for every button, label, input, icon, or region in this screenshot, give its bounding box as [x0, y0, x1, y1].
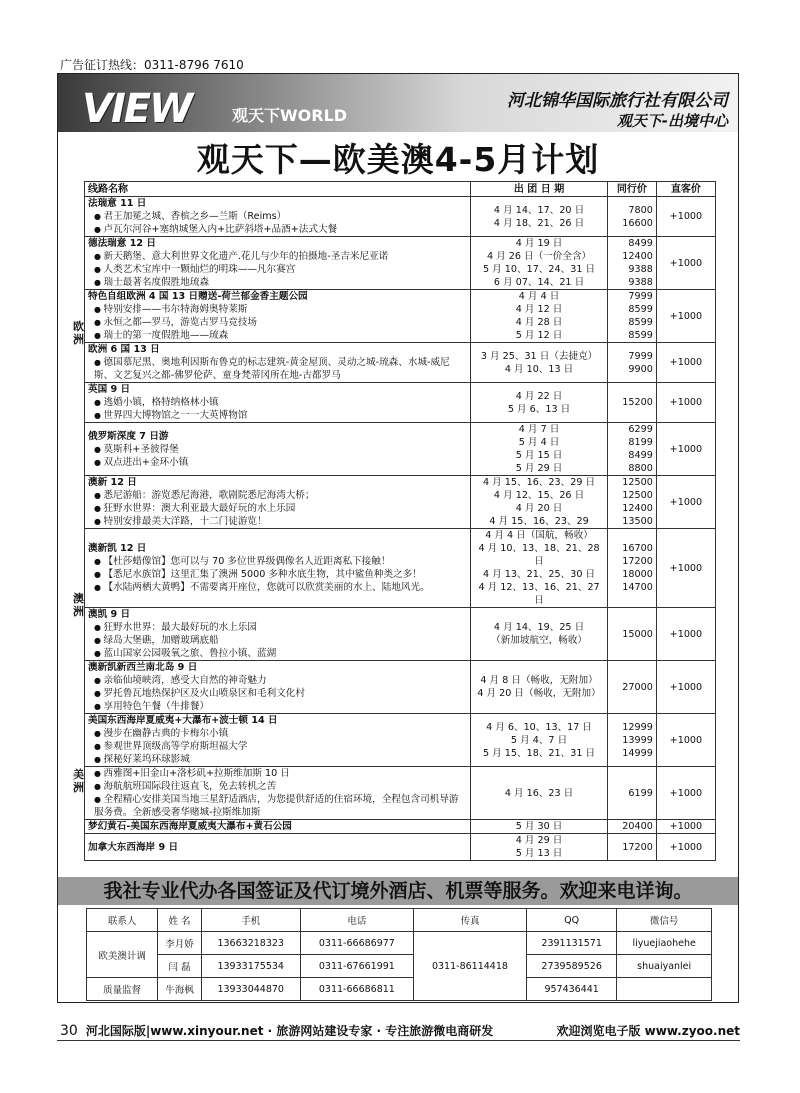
trade-price: 7999: [628, 291, 653, 302]
page-title: 观天下—欧美澳4-5月计划: [196, 140, 600, 179]
departure-date: 4 月 4 日（国航，畅收）: [485, 530, 593, 541]
trade-price: 12400: [622, 251, 653, 262]
contact-name: 李月娇: [158, 932, 201, 955]
route-row: [85, 343, 716, 383]
departure-date: 4 月 28 日: [515, 317, 563, 328]
route-highlight: ● 绿岛大堡礁，加赠玻璃底船: [88, 634, 467, 647]
route-highlight: ● 亲临仙境峡湾，感受大自然的神奇魅力: [88, 674, 467, 687]
route-highlight: ● 【悉尼水族馆】这里汇集了澳洲 5000 多种水底生物，其中鲨鱼种类之多！: [88, 568, 467, 581]
contact-wechat: shuaiyanlei: [617, 955, 712, 978]
dates-cell: [471, 767, 608, 820]
route-row: [85, 608, 716, 661]
contact-mobile: 13933044870: [201, 978, 300, 1001]
route-row: [85, 237, 716, 290]
company-name: 河北锦华国际旅行社有限公司: [507, 91, 728, 111]
route-row: [85, 820, 716, 834]
retail-surcharge: +1000: [656, 237, 715, 290]
retail-surcharge: +1000: [656, 476, 715, 529]
route-row: [85, 714, 716, 767]
route-highlight: ● 漫步在幽静古典的卡梅尔小镇: [88, 727, 467, 740]
contact-header: 姓 名: [158, 909, 201, 932]
route-row: [85, 423, 716, 476]
trade-price: 16700: [622, 543, 653, 554]
trade-price: 12500: [622, 490, 653, 501]
departure-date: 5 月 10、17、24、31 日: [483, 264, 596, 275]
departure-date: 5 月 4、7 日: [510, 734, 568, 746]
dates-cell: [471, 714, 608, 767]
contact-header: 联系人: [87, 909, 158, 932]
route-highlight: ● 全程精心安排美国当地三星舒适酒店，为您提供舒适的住宿环境，全程包含司机导游服务费。全新感受奢华赌城-拉斯维加斯: [88, 793, 467, 819]
route-cell: [85, 290, 471, 343]
trade-price: 15200: [622, 397, 653, 408]
departure-date: 4 月 12、15、26 日: [493, 490, 585, 501]
price-cell: [608, 529, 657, 608]
route-highlight: ● 莫斯科+圣彼得堡: [88, 443, 467, 456]
departure-date: 4 月 20 日: [515, 503, 563, 514]
departure-date: 5 月 29 日: [515, 463, 563, 474]
contact-header: 微信号: [617, 909, 712, 932]
price-cell: [608, 767, 657, 820]
departure-date: 4 月 7 日: [518, 424, 560, 435]
contact-qq: 2391131571: [527, 932, 617, 955]
route-row: [85, 767, 716, 820]
departure-date: 5 月 12 日: [515, 330, 563, 341]
trade-price: 15000: [622, 628, 653, 640]
contact-header: QQ: [527, 909, 617, 932]
footer-rule: [57, 1040, 740, 1041]
price-cell: [608, 237, 657, 290]
trade-price: 6199: [628, 787, 653, 799]
route-highlight: ● 探秘好莱坞环球影城: [88, 753, 467, 766]
route-highlight: ● 罗托鲁瓦地热保护区及火山喷泉区和毛利文化村: [88, 687, 467, 700]
footer-right: 欢迎浏览电子版 www.zyoo.net: [556, 1024, 740, 1038]
retail-surcharge: +1000: [656, 197, 715, 237]
route-title: 俄罗斯深度 7 日游: [88, 430, 169, 442]
contact-name: 牛海枫: [158, 978, 201, 1001]
price-cell: [608, 608, 657, 661]
contact-group: 质量监督: [87, 978, 158, 1001]
departure-date: 4 月 10、13 日: [504, 363, 574, 375]
contact-fax: 0311-86114418: [413, 932, 526, 1001]
contact-qq: 2739589526: [527, 955, 617, 978]
region-label-europe: 欧洲: [73, 320, 84, 346]
route-cell: [85, 423, 471, 476]
price-cell: [608, 290, 657, 343]
route-highlight: ● 海航航班国际段往返直飞，免去转机之苦: [88, 780, 467, 793]
route-cell: [85, 714, 471, 767]
retail-surcharge: +1000: [656, 767, 715, 820]
region-label-aus: 澳洲: [73, 592, 84, 618]
route-highlight: ● 卢瓦尔河谷+塞纳城堡入内+比萨斜塔+品酒+法式大餐: [88, 223, 467, 236]
departure-date: 4 月 13、21、25、30 日: [483, 569, 596, 580]
trade-price: 8499: [628, 238, 653, 249]
route-highlight: ● 享用特色午餐（牛排餐）: [88, 700, 467, 713]
retail-surcharge: +1000: [656, 529, 715, 608]
trade-price: 12999: [622, 721, 653, 733]
trade-price: 9388: [628, 277, 653, 288]
retail-surcharge: +1000: [656, 608, 715, 661]
route-title: 美国东西海岸夏威夷+大瀑布+波士顿 14 日: [88, 715, 278, 726]
trade-price: 7800: [628, 204, 653, 216]
route-cell: [85, 767, 471, 820]
departure-date: 5 月 13 日: [515, 848, 563, 859]
route-title: 加拿大东西海岸 9 日: [88, 841, 179, 853]
page-number: 30: [60, 1023, 78, 1039]
route-title: 特色自组欧洲 4 国 13 日赠送-荷兰郁金香主题公园: [88, 291, 308, 302]
trade-price: 8599: [628, 330, 653, 341]
col-extra: 直客价: [656, 182, 715, 197]
route-highlight: ● 新天鹅堡、意大利世界文化遗产.花儿与少年的拍摄地-圣吉米尼亚诺: [88, 250, 467, 263]
contact-wechat: liyuejiaohehe: [617, 932, 712, 955]
route-cell: [85, 820, 471, 834]
route-cell: [85, 197, 471, 237]
route-highlight: ● 双点进出+金环小镇: [88, 456, 467, 469]
departure-date: （新加坡航空，畅收）: [491, 635, 588, 646]
route-highlight: ● 世界四大博物馆之一一大英博物馆: [88, 409, 467, 422]
dates-cell: [471, 661, 608, 714]
trade-price: 20400: [622, 821, 653, 832]
col-route: 线路名称: [85, 182, 471, 197]
contact-wechat: [617, 978, 712, 1001]
route-title: 澳新凯新西兰南北岛 9 日: [88, 662, 198, 673]
route-cell: [85, 834, 471, 861]
departure-date: 3 月 25、31 日（去捷克）: [480, 350, 598, 362]
dates-cell: [471, 834, 608, 861]
route-highlight: ● 狂野水世界：澳大利亚最大最好玩的水上乐园: [88, 502, 467, 515]
departure-date: 4 月 18、21、26 日: [493, 217, 585, 229]
retail-surcharge: +1000: [656, 423, 715, 476]
route-highlight: ● 【水陆两栖大黄鸭】不需要离开座位，您就可以欣赏美丽的水上、陆地风光。: [88, 581, 467, 594]
departure-date: 4 月 4 日: [518, 291, 560, 302]
departure-date: 4 月 22 日: [515, 390, 563, 402]
retail-surcharge: +1000: [656, 290, 715, 343]
route-cell: [85, 343, 471, 383]
departure-date: 4 月 6、10、13、17 日: [486, 721, 593, 733]
departure-date: 4 月 14、19、25 日: [493, 622, 585, 633]
dates-cell: [471, 423, 608, 476]
route-highlight: ● 永恒之都—罗马，游览古罗马竞技场: [88, 316, 467, 329]
route-cell: [85, 237, 471, 290]
col-price: 同行价: [608, 182, 657, 197]
trade-price: 14700: [622, 582, 653, 593]
price-cell: [608, 383, 657, 423]
trade-price: 14999: [622, 747, 653, 759]
departure-date: 4 月 26 日（一价全含）: [486, 251, 592, 262]
route-highlight: ● 参观世界顶级高等学府斯坦福大学: [88, 740, 467, 753]
services-banner: 我社专业代办各国签证及代订境外酒店、机票等服务。欢迎来电详询。: [58, 877, 738, 905]
route-row: [85, 476, 716, 529]
retail-surcharge: +1000: [656, 661, 715, 714]
departure-date: 5 月 30 日: [515, 821, 563, 832]
contact-table: [86, 908, 712, 1001]
price-cell: [608, 423, 657, 476]
route-title: 澳凯 9 日: [88, 609, 131, 620]
route-title: 澳新 12 日: [88, 477, 137, 488]
trade-price: 17200: [622, 556, 653, 567]
route-highlight: ● 德国慕尼黑、奥地利因斯布鲁克的标志建筑-黄金屋顶、灵动之城-琉森、水城-威尼斯、文艺复兴之都-佛罗伦萨、童身梵蒂冈所在地-古都罗马: [88, 356, 467, 382]
departure-date: 5 月 6、13 日: [507, 403, 571, 415]
contact-header: 传真: [413, 909, 526, 932]
route-highlight: ● 西雅图+旧金山+洛杉矶+拉斯维加斯 10 日: [88, 767, 467, 780]
price-cell: [608, 476, 657, 529]
departure-date: 4 月 16、23 日: [504, 787, 574, 799]
price-cell: [608, 343, 657, 383]
departure-date: 5 月 4 日: [518, 437, 560, 448]
retail-surcharge: +1000: [656, 383, 715, 423]
region-label-america: 美洲: [73, 768, 84, 794]
contact-phone: 0311-67661991: [300, 955, 413, 978]
route-cell: [85, 383, 471, 423]
dates-cell: [471, 343, 608, 383]
itinerary-table: [84, 181, 716, 861]
contact-group: 欧美澳计调: [87, 932, 158, 978]
route-highlight: ● 人类艺术宝库中一颗灿烂的明珠——凡尔赛宫: [88, 263, 467, 276]
dates-cell: [471, 820, 608, 834]
departure-date: 4 月 12、13、16、21、27 日: [478, 582, 600, 606]
contact-mobile: 13933175534: [201, 955, 300, 978]
trade-price: 13500: [622, 516, 653, 527]
departure-date: 4 月 29 日: [515, 835, 563, 846]
route-cell: [85, 476, 471, 529]
trade-price: 8800: [628, 463, 653, 474]
departure-date: 5 月 15、18、21、31 日: [483, 747, 596, 759]
trade-price: 8199: [628, 437, 653, 448]
route-title: 英国 9 日: [88, 384, 131, 395]
departure-date: 4 月 15、16、23、29: [489, 516, 589, 527]
departure-date: 5 月 15 日: [515, 450, 563, 461]
logo-subtitle: 观天下WORLD: [232, 106, 348, 125]
dates-cell: [471, 529, 608, 608]
contact-name: 闫 磊: [158, 955, 201, 978]
trade-price: 16600: [622, 217, 653, 229]
contact-header: 手机: [201, 909, 300, 932]
trade-price: 6299: [628, 424, 653, 435]
contact-phone: 0311-66686977: [300, 932, 413, 955]
ad-hotline: 广告征订热线：0311-8796 7610: [60, 58, 244, 72]
footer-left: [60, 1022, 493, 1039]
view-logo: VIEW: [82, 86, 192, 132]
contact-qq: 957436441: [527, 978, 617, 1001]
departure-date: 4 月 14、17、20 日: [493, 204, 585, 216]
route-highlight: ● 狂野水世界：最大最好玩的水上乐园: [88, 621, 467, 634]
route-row: [85, 197, 716, 237]
route-title: 德法瑞意 12 日: [88, 238, 156, 249]
departure-date: 4 月 10、13、18、21、28 日: [478, 543, 600, 567]
trade-price: 8499: [628, 450, 653, 461]
route-row: [85, 383, 716, 423]
route-row: [85, 834, 716, 861]
departure-date: 4 月 15、16、23、29 日: [483, 477, 596, 488]
trade-price: 17200: [622, 841, 653, 853]
trade-price: 7999: [628, 350, 653, 362]
route-title: 澳新凯 12 日: [88, 543, 147, 554]
trade-price: 12400: [622, 503, 653, 514]
route-title: 梦幻黄石-美国东西海岸夏威夷大瀑布+黄石公园: [88, 821, 292, 832]
dates-cell: [471, 476, 608, 529]
col-dates: 出 团 日 期: [471, 182, 608, 197]
route-row: [85, 529, 716, 608]
route-cell: [85, 608, 471, 661]
route-row: [85, 290, 716, 343]
price-cell: [608, 661, 657, 714]
trade-price: 9900: [628, 363, 653, 375]
dates-cell: [471, 237, 608, 290]
departure-date: 6 月 07、14、21 日: [493, 277, 585, 288]
retail-surcharge: +1000: [656, 834, 715, 861]
price-cell: [608, 834, 657, 861]
departure-date: 4 月 8 日（畅收，无附加）: [480, 675, 598, 686]
departure-date: 4 月 12 日: [515, 304, 563, 315]
route-title: 法瑞意 11 日: [88, 198, 147, 209]
trade-price: 12500: [622, 477, 653, 488]
trade-price: 8599: [628, 304, 653, 315]
retail-surcharge: +1000: [656, 714, 715, 767]
route-highlight: ● 君王加冕之城、香槟之乡—兰斯（Reims）: [88, 210, 467, 223]
departure-date: 4 月 19 日: [515, 238, 563, 249]
department-name: 观天下-出境中心: [616, 112, 728, 130]
trade-price: 27000: [622, 681, 653, 693]
dates-cell: [471, 290, 608, 343]
route-highlight: ● 瑞士最著名度假胜地琉森: [88, 276, 467, 289]
route-highlight: ● 瑞士的第一度假胜地——琉森: [88, 329, 467, 342]
contact-phone: 0311-66686811: [300, 978, 413, 1001]
contact-mobile: 13663218323: [201, 932, 300, 955]
trade-price: 13999: [622, 734, 653, 746]
dates-cell: [471, 608, 608, 661]
trade-price: 9388: [628, 264, 653, 275]
departure-date: 4 月 20 日（畅收，无附加）: [477, 688, 601, 699]
route-highlight: ● 逃婚小镇，格特纳格林小镇: [88, 396, 467, 409]
dates-cell: [471, 197, 608, 237]
route-highlight: ● 【杜莎蜡像馆】您可以与 70 多位世界级偶像名人近距离私下接触！: [88, 555, 467, 568]
trade-price: 8599: [628, 317, 653, 328]
route-highlight: ● 悉尼游船：游览悉尼海港，歌剧院悉尼海湾大桥；: [88, 489, 467, 502]
route-cell: [85, 529, 471, 608]
route-highlight: ● 蓝山国家公园吸氧之旅、鲁拉小镇、蓝湖: [88, 647, 467, 660]
retail-surcharge: +1000: [656, 820, 715, 834]
price-cell: [608, 714, 657, 767]
route-highlight: ● 特别安排——韦尔特海姆奥特莱斯: [88, 303, 467, 316]
route-cell: [85, 661, 471, 714]
dates-cell: [471, 383, 608, 423]
price-cell: [608, 197, 657, 237]
retail-surcharge: +1000: [656, 343, 715, 383]
route-highlight: ● 特别安排最美大洋路，十二门徒游览！: [88, 515, 467, 528]
price-cell: [608, 820, 657, 834]
route-title: 欧洲 6 国 13 日: [88, 344, 160, 355]
contact-header: 电话: [300, 909, 413, 932]
footer-left-text: 河北国际版|www.xinyour.net · 旅游网站建设专家 · 专注旅游微电商研发: [85, 1024, 494, 1038]
trade-price: 18000: [622, 569, 653, 580]
route-row: [85, 661, 716, 714]
